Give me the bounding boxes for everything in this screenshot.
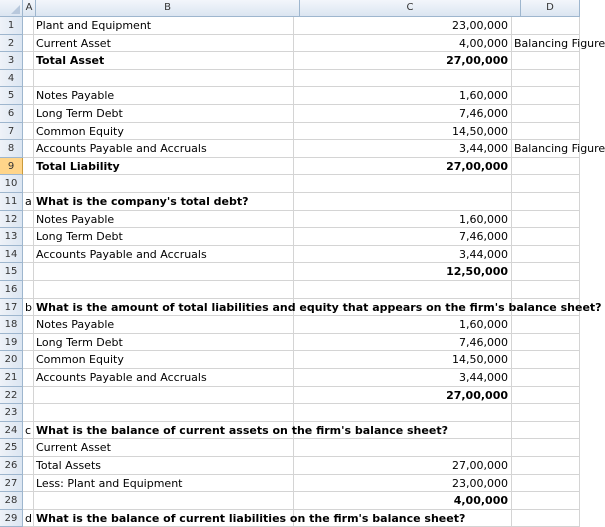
cell-d[interactable] xyxy=(512,246,580,264)
cell-b[interactable] xyxy=(34,70,294,88)
cell-d[interactable] xyxy=(512,87,580,105)
cell-d[interactable] xyxy=(512,263,580,281)
cell-c[interactable]: 1,60,000 xyxy=(294,87,512,105)
cell-c[interactable] xyxy=(294,404,512,422)
table-row xyxy=(0,510,580,527)
cell-b[interactable]: Total Asset xyxy=(34,52,294,70)
cell-c[interactable]: 14,50,000 xyxy=(294,351,512,369)
cell-d[interactable] xyxy=(512,510,580,527)
cell-c[interactable]: 7,46,000 xyxy=(294,105,512,123)
table-row xyxy=(0,70,580,88)
cell-d[interactable] xyxy=(512,475,580,493)
row-header[interactable]: 4 xyxy=(0,70,23,88)
row-header[interactable]: 13 xyxy=(0,228,23,246)
table-row xyxy=(0,492,580,510)
cell-c[interactable]: 1,60,000 xyxy=(294,211,512,229)
cell-b[interactable]: Accounts Payable and Accruals xyxy=(34,246,294,264)
row-header[interactable]: 23 xyxy=(0,404,23,422)
cell-c[interactable] xyxy=(294,70,512,88)
cell-b[interactable] xyxy=(34,387,294,405)
cell-d[interactable] xyxy=(512,175,580,193)
row-header[interactable]: 15 xyxy=(0,263,23,281)
column-header-d[interactable]: D xyxy=(521,0,580,17)
cell-d[interactable] xyxy=(512,439,580,457)
cell-b[interactable]: Current Asset xyxy=(34,35,294,53)
cell-c[interactable]: 4,00,000 xyxy=(294,35,512,53)
cell-a[interactable] xyxy=(23,211,34,229)
cell-a[interactable]: a xyxy=(23,193,34,211)
cell-b[interactable]: Current Asset xyxy=(34,439,294,457)
cell-a[interactable] xyxy=(23,246,34,264)
cell-c[interactable] xyxy=(294,175,512,193)
cell-a[interactable] xyxy=(23,281,34,299)
cell-a[interactable] xyxy=(23,404,34,422)
cell-a[interactable] xyxy=(23,492,34,510)
row-header[interactable]: 25 xyxy=(0,439,23,457)
cell-d[interactable] xyxy=(512,369,580,387)
row-header[interactable]: 22 xyxy=(0,387,23,405)
table-row xyxy=(0,316,580,334)
cell-b[interactable]: Accounts Payable and Accruals xyxy=(34,369,294,387)
cell-b[interactable]: Long Term Debt xyxy=(34,105,294,123)
cell-a[interactable] xyxy=(23,334,34,352)
row-header[interactable]: 16 xyxy=(0,281,23,299)
cell-a[interactable] xyxy=(23,35,34,53)
row-header[interactable]: 20 xyxy=(0,351,23,369)
cell-c[interactable] xyxy=(294,281,512,299)
cell-b[interactable]: Total Liability xyxy=(34,158,294,176)
cell-b[interactable]: Common Equity xyxy=(34,123,294,141)
table-row xyxy=(0,17,580,35)
cell-b[interactable]: Common Equity xyxy=(34,351,294,369)
table-row xyxy=(0,439,580,457)
row-header[interactable]: 29 xyxy=(0,510,23,527)
table-row xyxy=(0,387,580,405)
cell-a[interactable] xyxy=(23,87,34,105)
table-row xyxy=(0,246,580,264)
cell-b[interactable]: Notes Payable xyxy=(34,316,294,334)
row-header[interactable]: 8 xyxy=(0,140,23,158)
cell-c[interactable]: 3,44,000 xyxy=(294,140,512,158)
cell-c[interactable]: 4,00,000 xyxy=(294,492,512,510)
table-row xyxy=(0,158,580,176)
row-header[interactable]: 28 xyxy=(0,492,23,510)
cell-d[interactable]: Balancing Figure xyxy=(512,35,580,53)
row-header[interactable]: 2 xyxy=(0,35,23,53)
cell-d[interactable] xyxy=(512,52,580,70)
table-row xyxy=(0,140,605,158)
table-row xyxy=(0,475,580,493)
cell-d[interactable] xyxy=(512,492,580,510)
cell-d[interactable] xyxy=(512,123,580,141)
cell-c[interactable]: 3,44,000 xyxy=(294,246,512,264)
cell-b[interactable] xyxy=(34,281,294,299)
cell-a[interactable] xyxy=(23,17,34,35)
cell-d[interactable] xyxy=(512,351,580,369)
row-header[interactable]: 18 xyxy=(0,316,23,334)
cell-d[interactable] xyxy=(512,387,580,405)
row-header[interactable]: 1 xyxy=(0,17,23,35)
cell-a[interactable]: c xyxy=(23,422,34,440)
cell-b[interactable] xyxy=(34,175,294,193)
row-header[interactable]: 5 xyxy=(0,87,23,105)
cell-c[interactable]: 12,50,000 xyxy=(294,263,512,281)
cell-d[interactable] xyxy=(512,70,580,88)
table-row xyxy=(0,422,580,440)
cell-b[interactable]: What is the amount of total liabilities and equity that appears on the firm's balance sheet? xyxy=(34,299,294,317)
cell-b[interactable]: What is the balance of current assets on the firm's balance sheet? xyxy=(34,422,294,440)
cell-c[interactable]: 23,00,000 xyxy=(294,17,512,35)
table-row xyxy=(0,351,580,369)
row-header[interactable]: 12 xyxy=(0,211,23,229)
cell-d[interactable] xyxy=(512,17,580,35)
cell-c[interactable]: 27,00,000 xyxy=(294,158,512,176)
cell-c[interactable] xyxy=(294,193,512,211)
cell-d[interactable] xyxy=(512,316,580,334)
row-header[interactable]: 26 xyxy=(0,457,23,475)
table-row xyxy=(0,52,580,70)
table-row xyxy=(0,369,580,387)
row-header[interactable]: 24 xyxy=(0,422,23,440)
row-header[interactable]: 3 xyxy=(0,52,23,70)
table-row xyxy=(0,281,580,299)
column-header-a[interactable]: A xyxy=(23,0,36,17)
column-header-c[interactable]: C xyxy=(300,0,521,17)
cell-d[interactable] xyxy=(512,193,580,211)
row-header[interactable]: 19 xyxy=(0,334,23,352)
table-row xyxy=(0,334,580,352)
cell-c[interactable]: 7,46,000 xyxy=(294,228,512,246)
cell-d[interactable] xyxy=(512,334,580,352)
cell-b[interactable]: Notes Payable xyxy=(34,211,294,229)
cell-b[interactable]: Notes Payable xyxy=(34,87,294,105)
table-row xyxy=(0,35,605,53)
row-header[interactable]: 7 xyxy=(0,123,23,141)
cell-a[interactable]: b xyxy=(23,299,34,317)
cell-a[interactable] xyxy=(23,123,34,141)
cell-c[interactable]: 14,50,000 xyxy=(294,123,512,141)
table-row xyxy=(0,404,580,422)
cell-d[interactable] xyxy=(512,158,580,176)
cell-d[interactable] xyxy=(512,457,580,475)
cell-a[interactable] xyxy=(23,105,34,123)
row-header[interactable]: 6 xyxy=(0,105,23,123)
row-header[interactable]: 9 xyxy=(0,158,23,176)
cell-a[interactable] xyxy=(23,52,34,70)
row-header[interactable]: 17 xyxy=(0,299,23,317)
table-row xyxy=(0,299,602,317)
table-row xyxy=(0,175,580,193)
cell-a[interactable] xyxy=(23,140,34,158)
row-header[interactable]: 11 xyxy=(0,193,23,211)
cell-a[interactable] xyxy=(23,70,34,88)
cell-a[interactable] xyxy=(23,175,34,193)
cell-b[interactable]: What is the company's total debt? xyxy=(34,193,294,211)
cell-b[interactable] xyxy=(34,263,294,281)
cell-c[interactable]: 23,00,000 xyxy=(294,475,512,493)
table-row xyxy=(0,105,580,123)
cell-c[interactable] xyxy=(294,439,512,457)
cell-d[interactable] xyxy=(512,422,580,440)
select-all-corner[interactable] xyxy=(0,0,23,17)
cell-a[interactable] xyxy=(23,351,34,369)
cell-a[interactable] xyxy=(23,369,34,387)
row-header[interactable]: 14 xyxy=(0,246,23,264)
cell-a[interactable] xyxy=(23,439,34,457)
cell-a[interactable] xyxy=(23,228,34,246)
cell-b[interactable]: Long Term Debt xyxy=(34,334,294,352)
row-header[interactable]: 21 xyxy=(0,369,23,387)
cell-a[interactable] xyxy=(23,263,34,281)
table-row xyxy=(0,228,580,246)
cell-a[interactable]: d xyxy=(23,510,34,527)
table-row xyxy=(0,123,580,141)
table-row xyxy=(0,193,580,211)
table-row xyxy=(0,457,580,475)
cell-b[interactable] xyxy=(34,404,294,422)
cell-c[interactable]: 27,00,000 xyxy=(294,457,512,475)
table-row xyxy=(0,263,580,281)
cell-c[interactable]: 27,00,000 xyxy=(294,52,512,70)
cell-a[interactable] xyxy=(23,158,34,176)
cell-d[interactable]: Balancing Figure xyxy=(512,140,580,158)
cell-b[interactable]: What is the balance of current liabilities on the firm's balance sheet? xyxy=(34,510,294,527)
cell-d[interactable] xyxy=(512,211,580,229)
cell-d[interactable] xyxy=(512,281,580,299)
cell-c[interactable]: 7,46,000 xyxy=(294,334,512,352)
cell-a[interactable] xyxy=(23,387,34,405)
column-header-row xyxy=(0,0,580,17)
cell-a[interactable] xyxy=(23,316,34,334)
table-row xyxy=(0,87,580,105)
cell-d[interactable] xyxy=(512,105,580,123)
cell-b[interactable]: Less: Plant and Equipment xyxy=(34,475,294,493)
table-row xyxy=(0,211,580,229)
row-header[interactable]: 27 xyxy=(0,475,23,493)
cell-d[interactable] xyxy=(512,228,580,246)
cell-c[interactable]: 3,44,000 xyxy=(294,369,512,387)
column-header-b[interactable]: B xyxy=(36,0,300,17)
row-header[interactable]: 10 xyxy=(0,175,23,193)
cell-b[interactable]: Accounts Payable and Accruals xyxy=(34,140,294,158)
cell-b[interactable]: Long Term Debt xyxy=(34,228,294,246)
cell-c[interactable]: 27,00,000 xyxy=(294,387,512,405)
cell-d[interactable] xyxy=(512,404,580,422)
cell-b[interactable]: Total Assets xyxy=(34,457,294,475)
cell-b[interactable]: Plant and Equipment xyxy=(34,17,294,35)
cell-a[interactable] xyxy=(23,475,34,493)
cell-b[interactable] xyxy=(34,492,294,510)
cell-a[interactable] xyxy=(23,457,34,475)
cell-c[interactable]: 1,60,000 xyxy=(294,316,512,334)
